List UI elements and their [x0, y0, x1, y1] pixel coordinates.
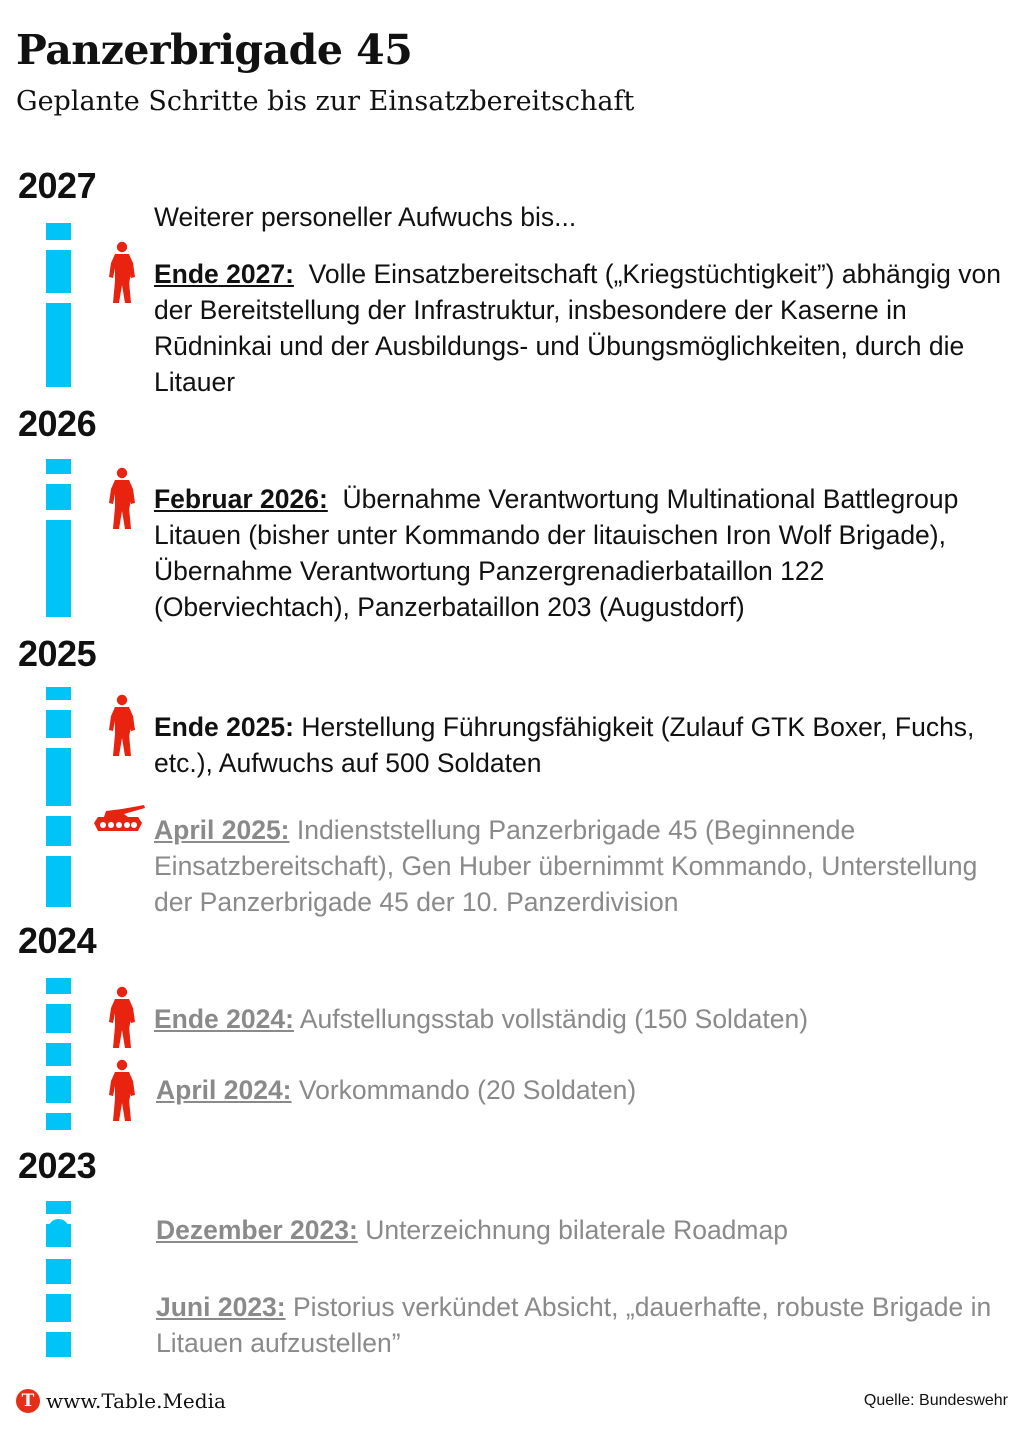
- timeline-entry: [156, 1072, 1006, 1108]
- footer-brand[interactable]: [16, 1389, 226, 1413]
- entry-text: Unterzeichnung bilaterale Roadmap: [365, 1215, 788, 1245]
- table-media-logo-icon: T: [16, 1389, 40, 1413]
- timeline-gap: [40, 293, 77, 303]
- entry-date: Februar 2026:: [154, 484, 328, 514]
- timeline-gap: [40, 510, 77, 520]
- soldier-icon: [107, 1059, 137, 1123]
- year-label-2027: 2027: [18, 165, 97, 206]
- timeline-gap: [40, 240, 77, 250]
- timeline-dot: [48, 1219, 69, 1240]
- timeline-entry: [154, 1001, 1004, 1037]
- entry-text: Übernahme Verantwortung Multinational Battlegroup Litauen (bisher unter Kommando der litauischen Iron Wolf Brigade), Übernahme Verantwortung Panzergrenadierbataillon 122 (Oberviechtach), Panzerbataillon 203 (Augustdorf): [154, 484, 959, 622]
- timeline-dot: [48, 821, 69, 842]
- timeline-dot: [48, 714, 69, 735]
- entry-text: Pistorius verkündet Absicht, „dauerhafte, robuste Brigade in Litauen aufzustellen”: [156, 1292, 992, 1358]
- timeline-dot: [48, 1298, 69, 1319]
- intro-text: Weiterer personeller Aufwuchs bis...: [154, 202, 577, 232]
- timeline-entry: [156, 1289, 1006, 1361]
- entry-text: Vorkommando (20 Soldaten): [298, 1075, 637, 1105]
- soldier-icon: [107, 241, 137, 305]
- timeline-dot: [48, 1080, 69, 1101]
- page-subtitle: Geplante Schritte bis zur Einsatzbereitschaft: [16, 86, 635, 117]
- timeline-gap: [40, 700, 77, 710]
- entry-text: Indienststellung Panzerbrigade 45 (Beginnende Einsatzbereitschaft), Gen Huber übernimmt Kommando, Unterstellung der Panzerbrigade 45 der 10. Panzerdivision: [154, 815, 978, 917]
- entry-date: Ende 2025:: [154, 712, 294, 742]
- entry-date: Ende 2024:: [154, 1004, 294, 1034]
- timeline-gap: [40, 1066, 77, 1076]
- timeline-dot: [48, 487, 69, 508]
- page-title: Panzerbrigade 45: [16, 26, 413, 74]
- timeline-gap: [40, 806, 77, 816]
- entry-date: April 2025:: [154, 815, 290, 845]
- entry-text: Herstellung Führungsfähigkeit (Zulauf GTK Boxer, Fuchs, etc.), Aufwuchs auf 500 Soldaten: [154, 712, 975, 778]
- timeline-gap: [40, 1322, 77, 1332]
- soldier-icon: [107, 986, 137, 1050]
- timeline-gap: [40, 474, 77, 484]
- timeline-entry: [154, 812, 1004, 920]
- entry-text: Volle Einsatzbereitschaft („Kriegstüchtigkeit”) abhängig von der Bereitstellung der Infrastruktur, insbesondere der Kaserne in Rūdninkai und der Ausbildungs- und Übungsmöglichkeiten, durch die Litauer: [154, 259, 1001, 397]
- timeline-entry: [154, 256, 1004, 400]
- year-label-2023: 2023: [18, 1145, 97, 1186]
- source-note: Quelle: Bundeswehr: [863, 1392, 1008, 1409]
- entry-date: April 2024:: [156, 1075, 292, 1105]
- timeline-entry: [154, 481, 1004, 625]
- tank-icon: [92, 803, 146, 833]
- entry-date: Ende 2027:: [154, 259, 294, 289]
- soldier-icon: [107, 694, 137, 758]
- year-label-2026: 2026: [18, 403, 97, 444]
- year-label-2024: 2024: [18, 920, 97, 961]
- timeline-gap: [40, 1284, 77, 1294]
- entry-date: Juni 2023:: [156, 1292, 286, 1322]
- year-label-2025: 2025: [18, 633, 97, 674]
- timeline-gap: [40, 738, 77, 748]
- timeline-gap: [40, 846, 77, 856]
- timeline-entry: [156, 1212, 1006, 1248]
- entry-text: Aufstellungsstab vollständig (150 Soldaten): [299, 1004, 809, 1034]
- timeline-gap: [40, 994, 77, 1004]
- timeline-dot: [48, 261, 69, 282]
- entry-date: Dezember 2023:: [156, 1215, 358, 1245]
- timeline-gap: [40, 1103, 77, 1113]
- soldier-icon: [107, 467, 137, 531]
- timeline-gap: [40, 1033, 77, 1043]
- timeline-dot: [48, 1008, 69, 1029]
- timeline-gap: [40, 1247, 77, 1259]
- footer-brand-text[interactable]: www.Table.Media: [46, 1389, 226, 1413]
- timeline-entry: [154, 709, 1004, 781]
